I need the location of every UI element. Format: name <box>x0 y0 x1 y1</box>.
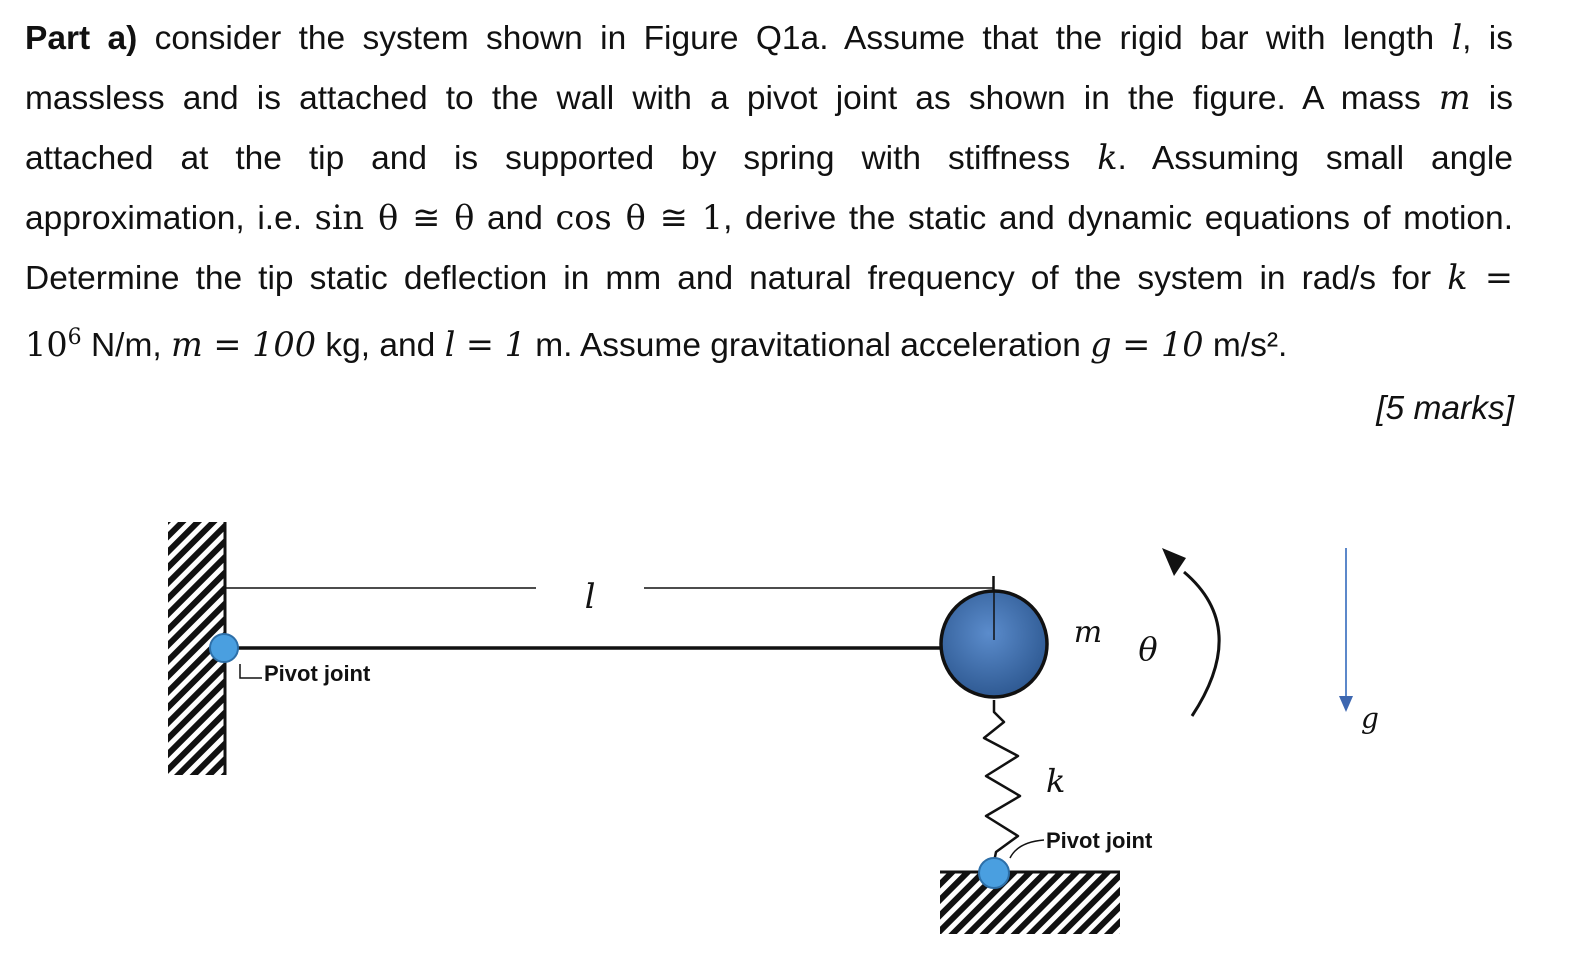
question-line-5: Determine the tip static deflection in mm and natural frequency of the system in rad/s for k = <box>25 258 1513 297</box>
question-line-1: Part a) consider the system shown in Figure Q1a. Assume that the rigid bar with length l, is <box>25 18 1514 57</box>
marks-label: [5 marks] <box>1376 390 1514 427</box>
question-line-6: $10^6$ N/m, m = 100 kg, and l = 1 m. Assume gravitational acceleration g = 10 m/s². <box>25 325 1288 365</box>
gravity-label: g <box>1361 702 1379 735</box>
question-line-4: approximation, i.e. sin θ ≅ θ and cos θ ≅ 1, derive the static and dynamic equations of motion. <box>25 198 1513 237</box>
question-line-2: massless and is attached to the wall with a pivot joint as shown in the figure. A mass m is <box>25 78 1513 117</box>
mass-label: m <box>1073 615 1103 650</box>
rotation-arrow <box>1162 548 1219 716</box>
part-label: Part a) <box>25 20 138 57</box>
spring <box>984 700 1020 862</box>
length-label: l <box>584 577 596 617</box>
pivot-label-wall: Pivot joint <box>264 661 371 686</box>
wall-pivot <box>210 634 238 662</box>
gravity-arrow <box>1339 548 1379 735</box>
question-line-3: attached at the tip and is supported by spring with stiffness k. Assuming small angle <box>25 138 1513 177</box>
spring-label: k <box>1046 762 1066 800</box>
pivot-label-ground: Pivot joint <box>1046 828 1153 853</box>
ground-pivot <box>979 858 1009 888</box>
length-dimension <box>225 576 993 640</box>
ground <box>940 872 1120 934</box>
angle-label: θ <box>1138 630 1158 668</box>
